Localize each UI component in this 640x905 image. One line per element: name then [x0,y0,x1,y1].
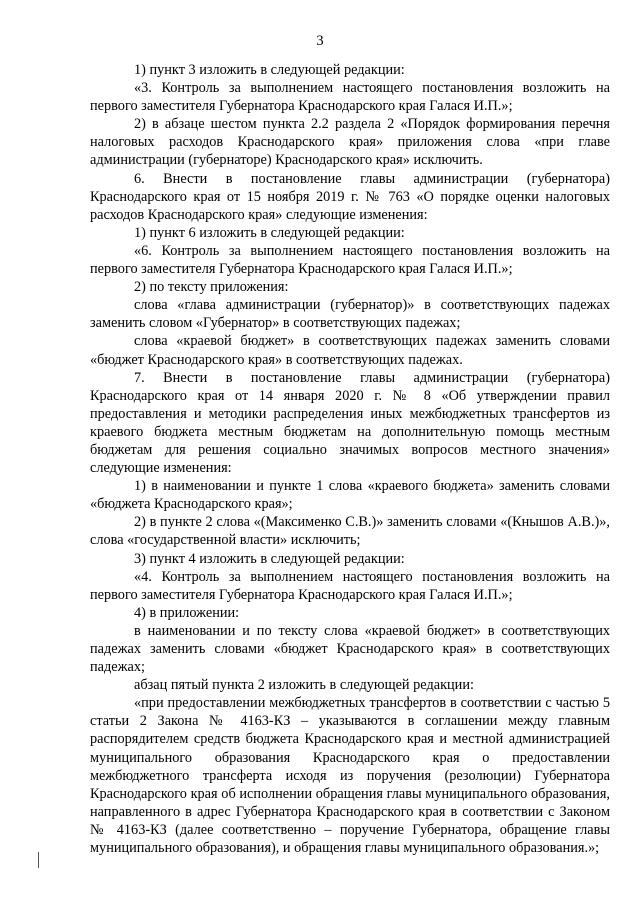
paragraph: 1) в наименовании и пункте 1 слова «краевого бюджета» заменить словами «бюджета Краснодарского края»; [90,478,610,513]
paragraph: 2) в пункте 2 слова «(Максименко С.В.)» заменить словами «(Кнышов А.В.)», слова «государственной власти» исключить; [90,514,610,549]
page-number: 3 [316,33,324,49]
paragraph: абзац пятый пункта 2 изложить в следующей редакции: [134,677,474,694]
paragraph: 7. Внести в постановление главы администрации (губернатора) Краснодарского края от 14 января 2020 г. № 8 «Об утверждении правил предоставления и методики распределения иных межбюджетных трансфертов из краевого бюджета местным бюджетам на дополнительную помощь местным бюджетам для решения социально значимых вопросов местного значения» следующие изменения: [90,369,610,477]
margin-mark [38,852,39,868]
paragraph: «6. Контроль за выполнением настоящего постановления возложить на первого заместителя Губернатора Краснодарского края Галася И.П.»; [90,242,610,278]
paragraph: 6. Внести в постановление главы администрации (губернатора) Краснодарского края от 15 ноября 2019 г. № 763 «О порядке оценки налоговых расходов Краснодарского края» следующие изменения: [90,170,610,223]
paragraph: 2) в абзаце шестом пункта 2.2 раздела 2 «Порядок формирования перечня налоговых расходов Краснодарского края» приложения слова «при главе администрации (губернаторе) Краснодарского края» исключить. [90,116,610,169]
paragraph: «3. Контроль за выполнением настоящего постановления возложить на первого заместителя Губернатора Краснодарского края Галася И.П.»; [90,80,610,115]
paragraph: слова «краевой бюджет» в соответствующих падежах заменить словами «бюджет Краснодарского края» в соответствующих падежах. [90,333,610,368]
paragraph: 3) пункт 4 изложить в следующей редакции: [134,550,405,567]
paragraph: 2) по тексту приложения: [134,279,289,296]
paragraph: в наименовании и по тексту слова «краевой бюджет» в соответствующих падежах заменить словами «бюджет Краснодарского края» в соответствующих падежах; [90,622,610,676]
paragraph: 4) в приложении: [134,604,240,621]
paragraph: «при предоставлении межбюджетных трансфертов в соответствии с частью 5 статьи 2 Закона № 4163-КЗ – указываются в соглашении между главным распорядителем средств бюджета Краснодарского края и местной администрацией муниципального образования Краснодарского края о предоставлении межбюджетного трансферта исходя из поручения (резолюции) Губернатора Краснодарского края об исполнении обращения главы муниципального образования, направленного в адрес Губернатора Краснодарского края в соответствии с Законом № 4163-КЗ (далее соответственно – поручение Губернатора, обращение главы муниципального образования), и обращения главы муниципального образования.»; [90,695,610,857]
paragraph: 1) пункт 3 изложить в следующей редакции: [134,62,405,78]
paragraph: 1) пункт 6 изложить в следующей редакции: [134,224,405,241]
document-body [90,61,610,857]
paragraph: слова «глава администрации (губернатор)» в соответствующих падежах заменить словом «Губернатор» в соответствующих падежах; [90,297,610,332]
paragraph: «4. Контроль за выполнением настоящего постановления возложить на первого заместителя Губернатора Краснодарского края Галася И.П.»; [90,568,610,603]
